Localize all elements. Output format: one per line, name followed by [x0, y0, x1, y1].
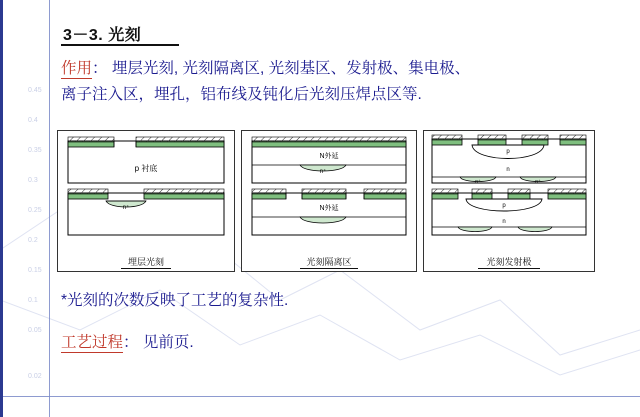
svg-text:p: p	[506, 149, 510, 155]
svg-text:n: n	[506, 167, 510, 173]
process-label: 工艺过程	[61, 334, 124, 351]
title-underline	[61, 44, 179, 46]
bottom-rule	[3, 396, 640, 397]
svg-text:n: n	[502, 219, 506, 225]
svg-text:0.25: 0.25	[28, 207, 42, 214]
svg-text:0.45: 0.45	[28, 87, 42, 94]
figure-buried-layer	[57, 130, 235, 272]
vertical-rule	[49, 0, 50, 417]
svg-text:n⁺: n⁺	[122, 205, 130, 211]
note-paragraph: *光刻的次数反映了工艺的复杂性.	[61, 292, 289, 309]
svg-text:0.15: 0.15	[28, 267, 42, 274]
figure-caption: 埋层光刻	[127, 257, 164, 267]
svg-text:N外延: N外延	[319, 153, 339, 160]
svg-text:n⁺: n⁺	[475, 179, 481, 185]
figure-row	[57, 130, 595, 272]
svg-text:0.1: 0.1	[28, 297, 38, 304]
page-title: 3－3. 光刻	[63, 27, 142, 44]
figure-caption: 光刻发射极	[486, 257, 532, 267]
svg-text:0.2: 0.2	[28, 237, 38, 244]
figure-isolation	[241, 130, 417, 272]
figure-caption: 光刻隔离区	[306, 257, 352, 267]
process-text: 见前页.	[142, 334, 194, 351]
svg-text:0.02: 0.02	[28, 373, 42, 380]
use-separator: ：	[92, 60, 108, 77]
svg-text:0.05: 0.05	[28, 327, 42, 334]
process-paragraph	[61, 330, 621, 356]
svg-text:0.3: 0.3	[28, 177, 38, 184]
svg-text:0.4: 0.4	[28, 117, 38, 124]
process-separator: ：	[123, 334, 139, 351]
use-paragraph	[61, 56, 621, 108]
svg-text:p: p	[502, 203, 506, 209]
svg-text:N外延: N外延	[319, 205, 339, 212]
use-text-line1: 埋层光刻, 光刻隔离区, 光刻基区、发射极、集电极、	[111, 60, 471, 77]
svg-text:n⁺: n⁺	[319, 169, 327, 175]
svg-text:0.35: 0.35	[28, 147, 42, 154]
use-label: 作用	[61, 60, 93, 77]
figure-emitter	[423, 130, 595, 272]
svg-text:n⁺: n⁺	[535, 179, 541, 185]
svg-text:p 衬底: p 衬底	[134, 164, 158, 173]
use-text-line2: 离子注入区，埋孔，铝布线及钝化后光刻压焊点区等.	[61, 86, 422, 103]
